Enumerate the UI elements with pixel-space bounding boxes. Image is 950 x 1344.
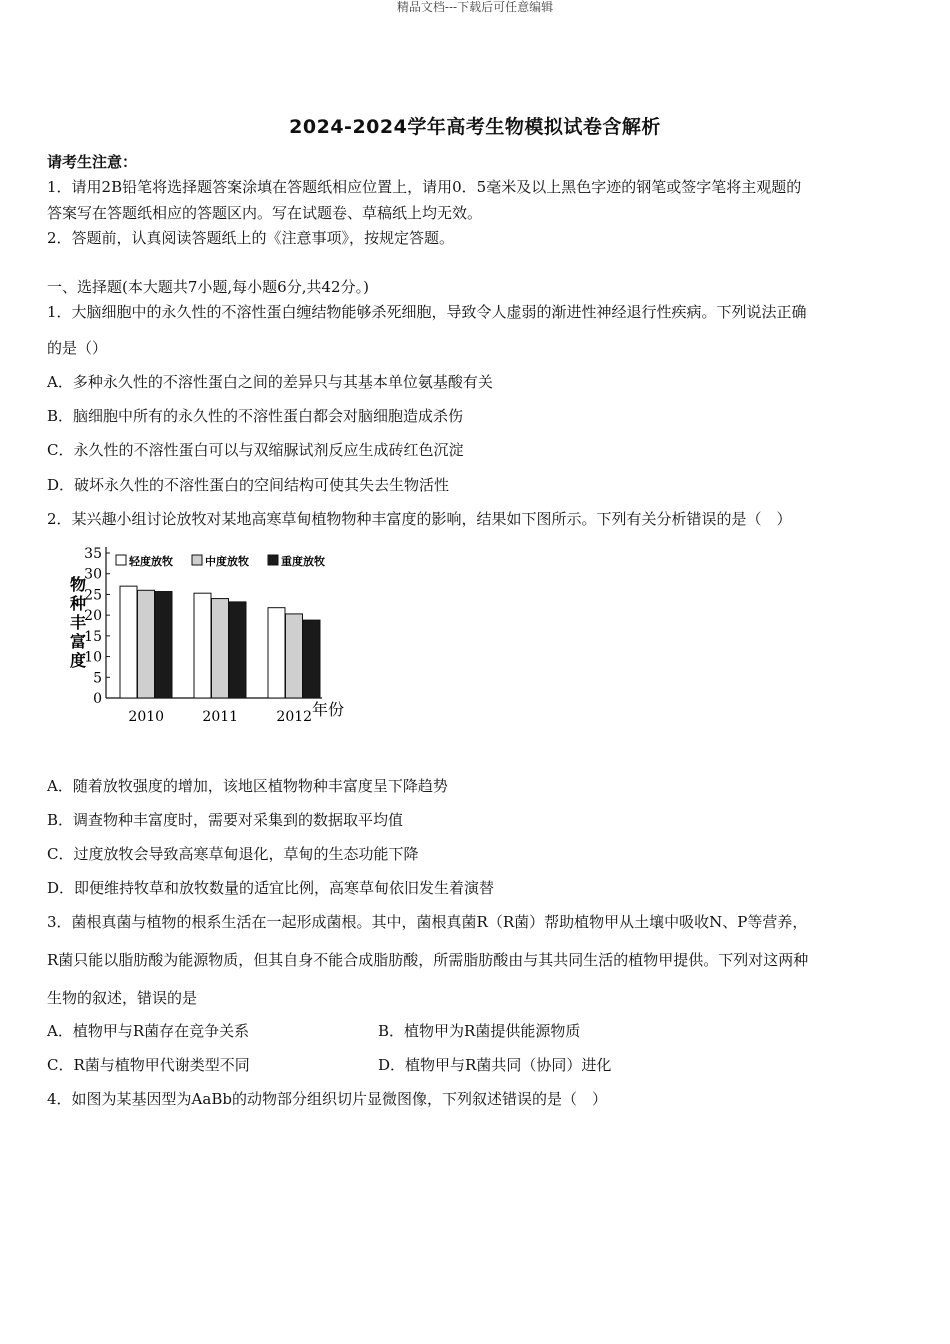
bar-2010-轻度放牧 [120,586,137,698]
question-stem: 2．某兴趣小组讨论放牧对某地高寒草甸植物物种丰富度的影响，结果如下图所示。下列有关分析错误的是（ ） [47,510,792,528]
legend-label: 轻度放牧 [129,555,173,568]
y-axis-label-char: 种 [70,594,87,613]
bar-2012-轻度放牧 [268,608,285,698]
option-d: D．植物甲与R菌共同（协同）进化 [378,1056,612,1074]
header-note: 精品文档---下载后可任意编辑 [396,0,554,14]
legend-label: 重度放牧 [281,555,325,568]
option-a: A．多种永久性的不溶性蛋白之间的差异只与其基本单位氨基酸有关 [47,373,493,391]
option-c: C．永久性的不溶性蛋白可以与双缩脲试剂反应生成砖红色沉淀 [47,441,464,459]
chart-svg [50,535,360,735]
question-stem: 4．如图为某基因型为AaBb的动物部分组织切片显微图像，下列叙述错误的是（ ） [47,1090,607,1108]
option-b: B．脑细胞中所有的永久性的不溶性蛋白都会对脑细胞造成杀伤 [47,407,464,425]
y-axis-label-char: 度 [70,651,87,670]
notice-item: 2．答题前，认真阅读答题纸上的《注意事项》，按规定答题。 [47,229,455,247]
notice-heading: 请考生注意： [47,153,138,171]
option-d: D．破坏永久性的不溶性蛋白的空间结构可使其失去生物活性 [47,476,450,494]
legend-swatch [116,555,126,565]
question-stem: 1．大脑细胞中的永久性的不溶性蛋白缠结物能够杀死细胞，导致令人虚弱的渐进性神经退行性疾病。下列说法正确 [47,303,807,321]
y-tick-label: 30 [84,566,102,583]
bar-2012-重度放牧 [303,620,320,698]
y-axis-label-char: 富 [70,632,87,651]
question-stem: 生物的叙述，错误的是 [47,989,198,1007]
bar-2011-重度放牧 [229,602,246,698]
y-tick-label: 20 [84,608,102,625]
y-axis-label-char: 物 [70,575,87,594]
option-b: B．植物甲为R菌提供能源物质 [378,1022,581,1040]
y-axis-label-char: 丰 [70,613,87,632]
legend [116,554,325,568]
bar-chart [50,535,360,739]
notice-item: 答案写在答题纸相应的答题区内。写在试题卷、草稿纸上均无效。 [47,204,483,222]
legend-swatch [192,555,202,565]
option-c: C．过度放牧会导致高寒草甸退化，草甸的生态功能下降 [47,845,419,863]
y-tick-label: 15 [84,628,102,645]
legend-label: 中度放牧 [205,555,249,568]
question-stem: 的是（） [47,339,108,357]
x-tick-label: 2012 [276,709,313,725]
y-tick-label: 10 [84,649,102,666]
x-tick-label: 2010 [128,709,165,725]
bar-2012-中度放牧 [286,614,303,698]
bar-2010-重度放牧 [155,592,172,698]
legend-swatch [268,555,278,565]
y-tick-label: 5 [93,670,102,687]
x-axis-label: 年份 [312,700,345,719]
section-heading: 一、选择题(本大题共7小题,每小题6分,共42分。) [47,278,369,296]
x-ticks [128,709,312,725]
notice-item: 1．请用2B铅笔将选择题答案涂填在答题纸相应位置上，请用0．5毫米及以上黑色字迹的钢笔或签字笔将主观题的 [47,178,802,196]
y-tick-label: 35 [84,546,102,562]
option-a: A．植物甲与R菌存在竞争关系 [47,1022,250,1040]
bar-2011-中度放牧 [212,599,229,698]
option-c: C．R菌与植物甲代谢类型不同 [47,1056,250,1074]
bars [120,586,320,698]
y-tick-label: 0 [93,691,102,707]
option-b: B．调查物种丰富度时，需要对采集到的数据取平均值 [47,811,404,829]
y-tick-label: 25 [84,587,102,604]
bar-2010-中度放牧 [138,590,155,698]
option-d: D．即便维持牧草和放牧数量的适宜比例，高寒草甸依旧发生着演替 [47,879,495,897]
bar-2011-轻度放牧 [194,593,211,698]
question-stem: R菌只能以脂肪酸为能源物质，但其自身不能合成脂肪酸，所需脂肪酸由与其共同生活的植物甲提供。下列对这两种 [47,951,809,969]
option-a: A．随着放牧强度的增加，该地区植物物种丰富度呈下降趋势 [47,777,448,795]
x-tick-label: 2011 [202,709,239,725]
page-title: 2024-2024学年高考生物模拟试卷含解析 [289,116,661,138]
question-stem: 3．菌根真菌与植物的根系生活在一起形成菌根。其中，菌根真菌R（R菌）帮助植物甲从土壤中吸收N、P等营养， [47,913,808,931]
